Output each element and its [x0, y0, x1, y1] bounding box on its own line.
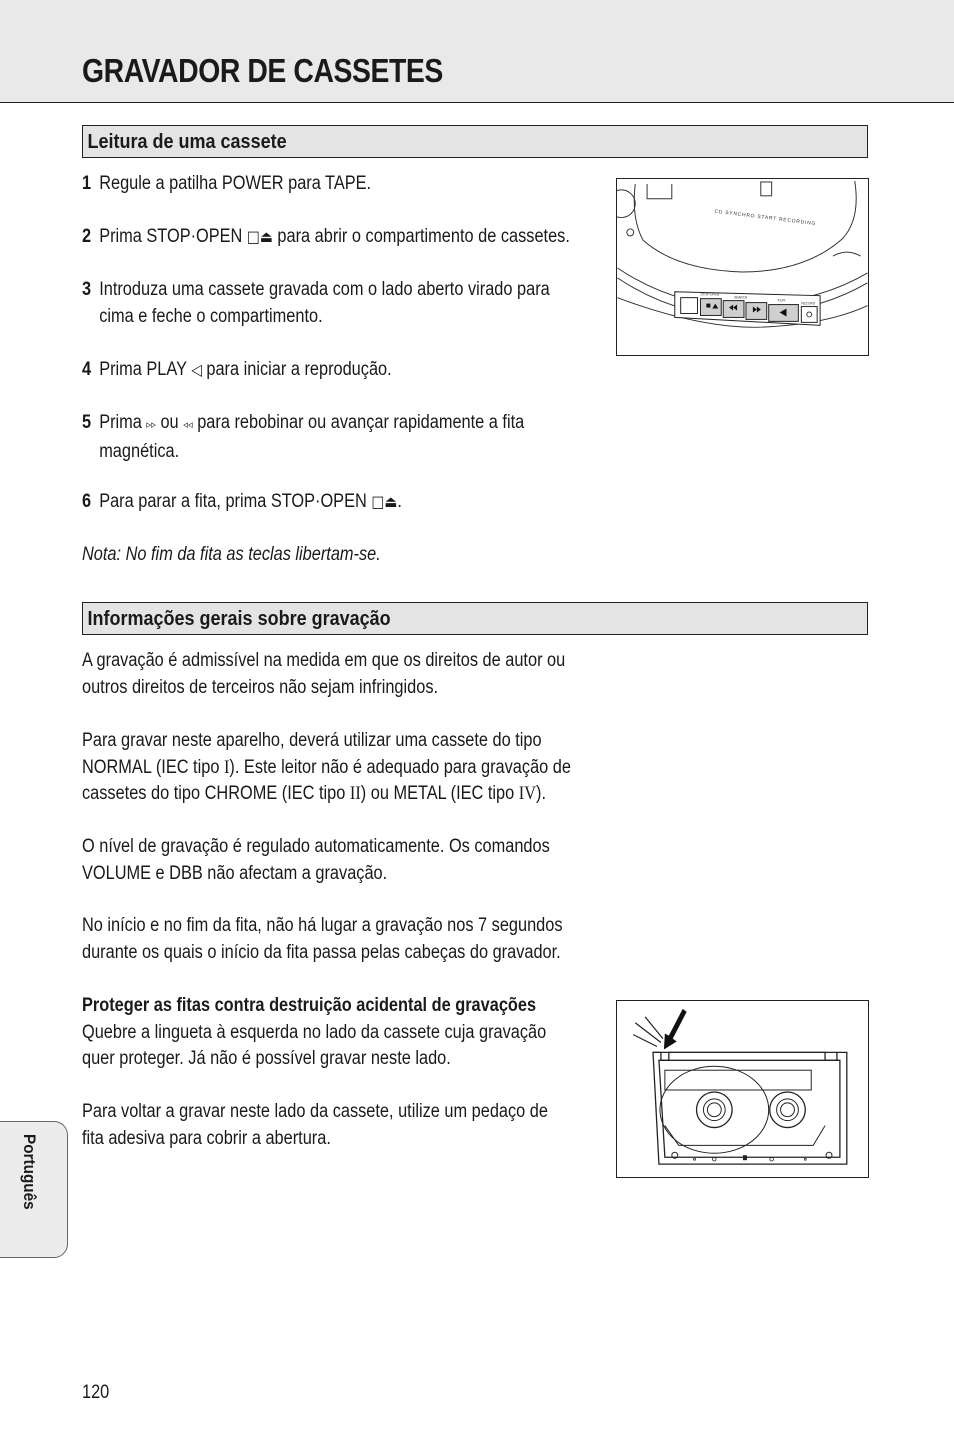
iec-type: I	[223, 756, 230, 778]
lid-label: CD SYNCHRO START RECORDING	[714, 209, 817, 228]
text-line: No início e no fim da fita, não há lugar a gravação nos 7 segundos	[82, 915, 563, 936]
subheading: Proteger as fitas contra destruição acidental de gravações	[82, 995, 537, 1016]
play-icon: ◁	[191, 360, 202, 379]
section-heading-text: Leitura de uma cassete	[87, 131, 287, 153]
note: Nota: No fim da fita as teclas libertam-se.	[82, 544, 381, 565]
button-label: STOP·OPEN	[700, 292, 720, 297]
text-line: durante os quais o início da fita passa pelas cabeças do gravador.	[82, 941, 561, 963]
step-text: magnética.	[99, 440, 180, 462]
record-mode-button	[681, 298, 698, 314]
step-3	[82, 277, 607, 330]
step-text: Prima	[99, 412, 147, 433]
step-6	[82, 489, 607, 516]
tape-deck-illustration	[616, 178, 869, 356]
fast-forward-icon: ▹▹	[146, 418, 156, 431]
step-number: 5	[82, 412, 92, 433]
paragraph-copyright	[82, 648, 611, 701]
text-line: quer proteger. Já não é possível gravar neste lado.	[82, 1048, 451, 1069]
step-number: 6	[82, 491, 92, 512]
page-title: GRAVADOR DE CASSETES	[82, 52, 443, 89]
step-text: ou	[155, 412, 184, 433]
cassette-illustration	[616, 1000, 869, 1178]
step-text: cima e feche o compartimento.	[99, 305, 323, 327]
step-number: 1	[82, 173, 92, 194]
paragraph-leader	[82, 913, 611, 966]
page-number: 120	[82, 1382, 110, 1403]
stop-open-icon: □⏏	[246, 227, 273, 246]
step-text: para iniciar a reprodução.	[201, 359, 392, 380]
step-text: Para parar a fita, prima STOP·OPEN	[99, 491, 372, 512]
paragraph-reenable	[82, 1099, 611, 1152]
language-label: Português	[20, 1134, 39, 1210]
text-line: ) ou METAL (IEC tipo	[360, 783, 519, 804]
paragraph-cassette-type	[82, 728, 611, 808]
text-line: outros direitos de terceiros não sejam infringidos.	[82, 676, 439, 698]
step-number: 2	[82, 226, 92, 247]
step-number: 3	[82, 279, 92, 300]
step-2	[82, 224, 607, 251]
text-line: cassetes do tipo CHROME (IEC tipo	[82, 783, 350, 804]
text-line: Para gravar neste aparelho, deverá utilizar uma cassete do tipo	[82, 730, 542, 751]
button-label: RECORD	[801, 301, 816, 306]
step-text: .	[397, 491, 402, 512]
step-5	[82, 410, 607, 465]
text-line: fita adesiva para cobrir a abertura.	[82, 1127, 331, 1149]
stop-open-button	[700, 299, 721, 316]
button-label: SEARCH	[734, 295, 748, 300]
rewind-icon: ◃◃	[183, 418, 193, 431]
step-text: para abrir o compartimento de cassetes.	[272, 226, 570, 247]
text-line: A gravação é admissível na medida em que os direitos de autor ou	[82, 650, 566, 671]
text-line: ). Este leitor não é adequado para gravação de	[229, 756, 571, 778]
section-heading-recording	[82, 602, 868, 635]
step-text: para rebobinar ou avançar rapidamente a fita	[192, 412, 525, 433]
text-line: VOLUME e DBB não afectam a gravação.	[82, 862, 388, 884]
text-line: Quebre a lingueta à esquerda no lado da cassete cuja gravação	[82, 1021, 547, 1043]
step-number: 4	[82, 359, 92, 380]
step-1	[82, 171, 607, 198]
iec-type: II	[349, 783, 361, 804]
text-line: ).	[536, 783, 547, 804]
step-text: Prima STOP·OPEN	[99, 226, 247, 247]
iec-type: IV	[518, 783, 537, 804]
step-4	[82, 357, 607, 384]
step-text: Regule a patilha POWER para TAPE.	[99, 173, 372, 194]
text-line: NORMAL (IEC tipo	[82, 756, 224, 778]
text-line: O nível de gravação é regulado automaticamente. Os comandos	[82, 836, 550, 857]
button-label: PLAY	[777, 298, 786, 303]
record-button	[801, 307, 817, 323]
stop-open-icon: □⏏	[371, 492, 398, 511]
text-line: Para voltar a gravar neste lado da cassete, utilize um pedaço de	[82, 1101, 548, 1122]
step-text: Introduza uma cassete gravada com o lado aberto virado para	[99, 279, 550, 300]
paragraph-protect	[82, 993, 611, 1073]
rewind-button	[723, 301, 744, 318]
paragraph-level	[82, 834, 611, 887]
language-tab	[0, 1121, 68, 1258]
section-heading-text: Informações gerais sobre gravação	[87, 608, 391, 630]
step-text: Prima PLAY	[99, 359, 192, 380]
section-heading-playback	[82, 125, 868, 158]
fast-forward-button	[746, 303, 767, 320]
